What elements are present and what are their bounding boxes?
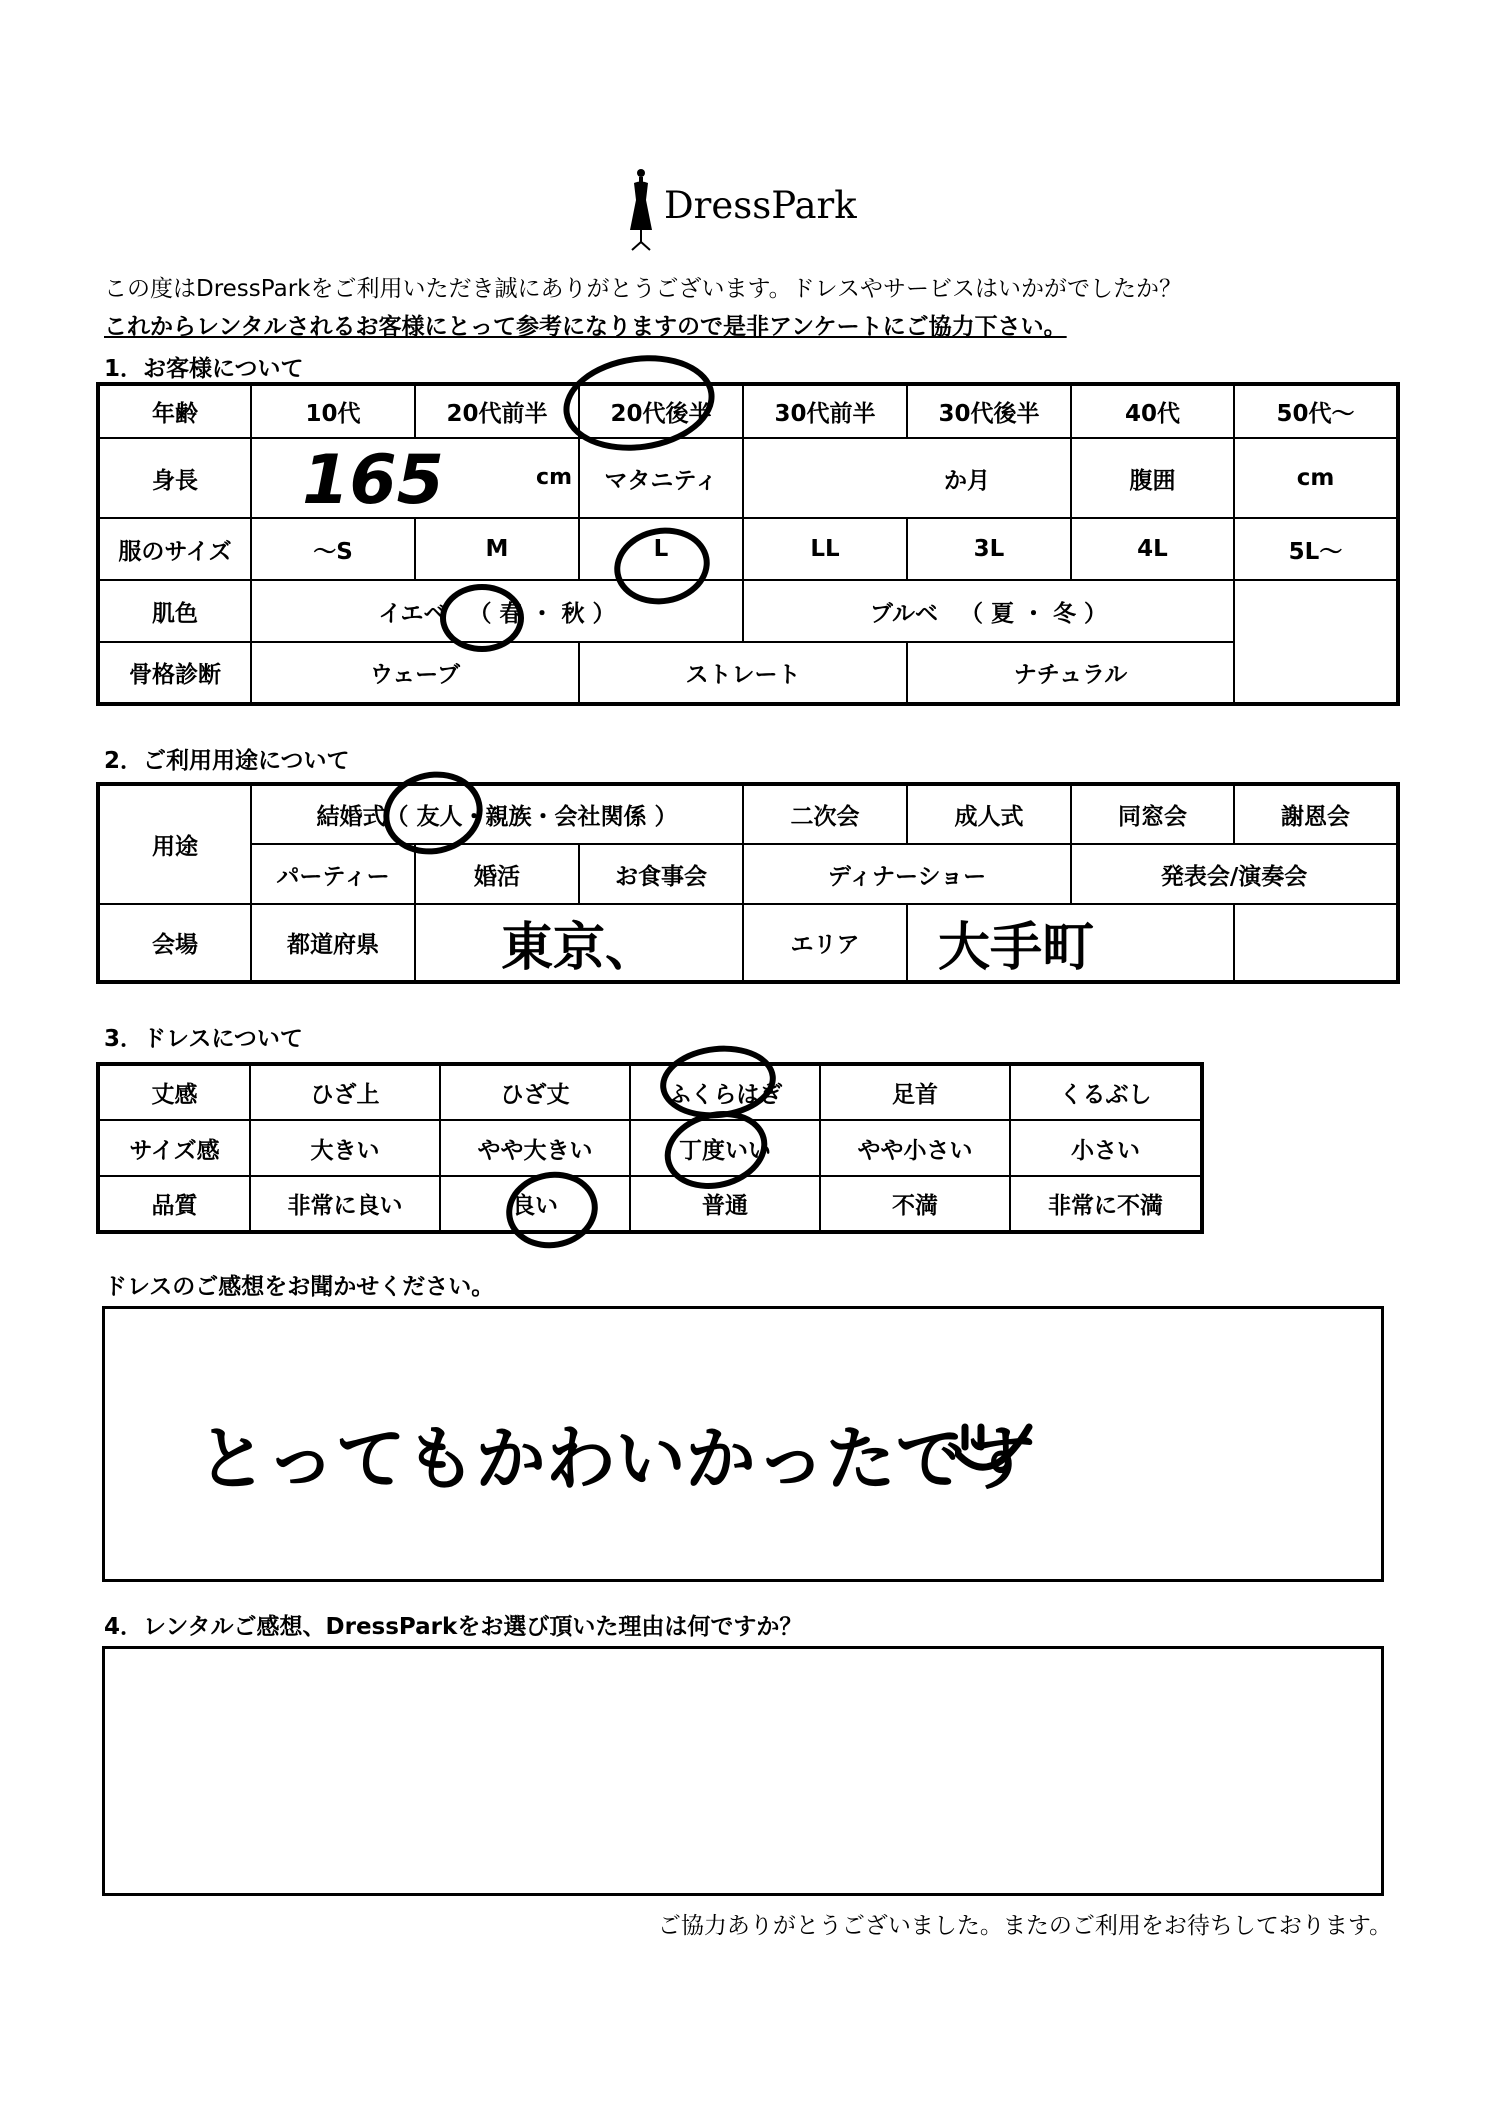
fit-option[interactable]: 大きい bbox=[250, 1120, 440, 1176]
height-unit: cm bbox=[536, 465, 572, 490]
maternity-months[interactable]: か月 bbox=[743, 438, 1071, 518]
customer-table bbox=[96, 382, 1400, 706]
height-label: 身長 bbox=[98, 438, 251, 518]
age-option[interactable]: 20代前半 bbox=[415, 384, 579, 438]
size-option[interactable]: 5L～ bbox=[1234, 518, 1398, 580]
age-option[interactable]: 20代後半 bbox=[579, 384, 743, 438]
prefecture-value[interactable]: 東京、 bbox=[415, 904, 743, 982]
length-option[interactable]: ひざ上 bbox=[250, 1064, 440, 1120]
yellow-base-label: イエベ bbox=[378, 600, 447, 627]
section-1-title: 1．お客様について bbox=[104, 356, 304, 382]
quality-option[interactable]: 不満 bbox=[820, 1176, 1010, 1232]
size-option[interactable]: LL bbox=[743, 518, 907, 580]
frame-label: 骨格診断 bbox=[98, 642, 251, 704]
empty-cell bbox=[1234, 580, 1398, 642]
blue-base-label: ブルベ bbox=[869, 600, 939, 627]
intro-line-2: これからレンタルされるお客様にとって参考になりますので是非アンケートにご協力下さい。 bbox=[104, 314, 1067, 340]
age-option[interactable]: 30代後半 bbox=[907, 384, 1071, 438]
comment-value: とってもかわいかったです bbox=[197, 1418, 1036, 1500]
frame-option[interactable]: ウェーブ bbox=[251, 642, 579, 704]
prefecture-label: 都道府県 bbox=[251, 904, 415, 982]
purpose-option[interactable]: 二次会 bbox=[743, 784, 907, 844]
purpose-option[interactable]: 婚活 bbox=[415, 844, 579, 904]
quality-option[interactable]: 良い bbox=[440, 1176, 630, 1232]
area-label: エリア bbox=[743, 904, 907, 982]
age-label: 年齢 bbox=[98, 384, 251, 438]
size-option[interactable]: 4L bbox=[1071, 518, 1234, 580]
dress-mannequin-icon bbox=[626, 168, 656, 252]
waist-unit[interactable]: cm bbox=[1234, 438, 1398, 518]
quality-option[interactable]: 非常に良い bbox=[250, 1176, 440, 1232]
skin-label: 肌色 bbox=[98, 580, 251, 642]
yellow-base-options: （ 春 ・ 秋 ） bbox=[468, 600, 616, 627]
length-option[interactable]: 足首 bbox=[820, 1064, 1010, 1120]
purpose-option[interactable]: 発表会/演奏会 bbox=[1071, 844, 1398, 904]
size-option[interactable]: M bbox=[415, 518, 579, 580]
empty-cell bbox=[1234, 904, 1398, 982]
maternity-label: マタニティ bbox=[579, 438, 743, 518]
size-option[interactable]: L bbox=[579, 518, 743, 580]
smiley-doodle-icon bbox=[955, 1413, 1035, 1483]
height-field[interactable] bbox=[251, 438, 579, 518]
age-option[interactable]: 40代 bbox=[1071, 384, 1234, 438]
purpose-wedding[interactable]: 結婚式（ 友人・親族・会社関係 ） bbox=[251, 784, 743, 844]
skin-selection-circle bbox=[440, 584, 524, 652]
length-option[interactable]: ふくらはぎ bbox=[630, 1064, 820, 1120]
comment-title: ドレスのご感想をお聞かせください。 bbox=[104, 1274, 495, 1300]
length-option[interactable]: くるぶし bbox=[1010, 1064, 1202, 1120]
logo-text: DressPark bbox=[664, 184, 857, 227]
quality-label: 品質 bbox=[98, 1176, 250, 1232]
purpose-option[interactable]: 同窓会 bbox=[1071, 784, 1234, 844]
length-option[interactable]: ひざ丈 bbox=[440, 1064, 630, 1120]
usage-table bbox=[96, 782, 1400, 984]
dresspark-logo bbox=[626, 168, 856, 252]
purpose-option[interactable]: ディナーショー bbox=[743, 844, 1071, 904]
size-option[interactable]: ～S bbox=[251, 518, 415, 580]
empty-cell bbox=[1234, 642, 1398, 704]
age-option[interactable]: 30代前半 bbox=[743, 384, 907, 438]
fit-option[interactable]: 小さい bbox=[1010, 1120, 1202, 1176]
venue-label: 会場 bbox=[98, 904, 251, 982]
purpose-option[interactable]: パーティー bbox=[251, 844, 415, 904]
age-option[interactable]: 50代～ bbox=[1234, 384, 1398, 438]
comment-box[interactable] bbox=[102, 1306, 1384, 1582]
fit-option[interactable]: 丁度いい bbox=[630, 1120, 820, 1176]
section-2-title: 2．ご利用用途について bbox=[104, 748, 350, 774]
dress-table bbox=[96, 1062, 1204, 1234]
purpose-option[interactable]: お食事会 bbox=[579, 844, 743, 904]
blue-base-options: （ 夏 ・ 冬 ） bbox=[960, 600, 1108, 627]
frame-option[interactable]: ストレート bbox=[579, 642, 907, 704]
purpose-label: 用途 bbox=[98, 784, 251, 904]
quality-option[interactable]: 普通 bbox=[630, 1176, 820, 1232]
skin-blue-base[interactable] bbox=[743, 580, 1234, 642]
section-4-title: 4．レンタルご感想、DressParkをお選び頂いた理由は何ですか？ bbox=[104, 1614, 803, 1640]
quality-option[interactable]: 非常に不満 bbox=[1010, 1176, 1202, 1232]
purpose-option[interactable]: 成人式 bbox=[907, 784, 1071, 844]
area-value[interactable]: 大手町 bbox=[907, 904, 1234, 982]
closing-message: ご協力ありがとうございました。またのご利用をお待ちしております。 bbox=[657, 1913, 1392, 1939]
fit-label: サイズ感 bbox=[98, 1120, 250, 1176]
size-option[interactable]: 3L bbox=[907, 518, 1071, 580]
reason-box[interactable] bbox=[102, 1646, 1384, 1896]
fit-option[interactable]: やや小さい bbox=[820, 1120, 1010, 1176]
frame-option[interactable]: ナチュラル bbox=[907, 642, 1234, 704]
purpose-option[interactable]: 謝恩会 bbox=[1234, 784, 1398, 844]
age-option[interactable]: 10代 bbox=[251, 384, 415, 438]
section-3-title: 3．ドレスについて bbox=[104, 1026, 303, 1052]
length-label: 丈感 bbox=[98, 1064, 250, 1120]
fit-option[interactable]: やや大きい bbox=[440, 1120, 630, 1176]
waist-label: 腹囲 bbox=[1071, 438, 1234, 518]
height-value: 165 bbox=[302, 441, 444, 518]
intro-line-1: この度はDressParkをご利用いただき誠にありがとうございます。ドレスやサービスはいかがでしたか？ bbox=[104, 276, 1182, 302]
size-label: 服のサイズ bbox=[98, 518, 251, 580]
